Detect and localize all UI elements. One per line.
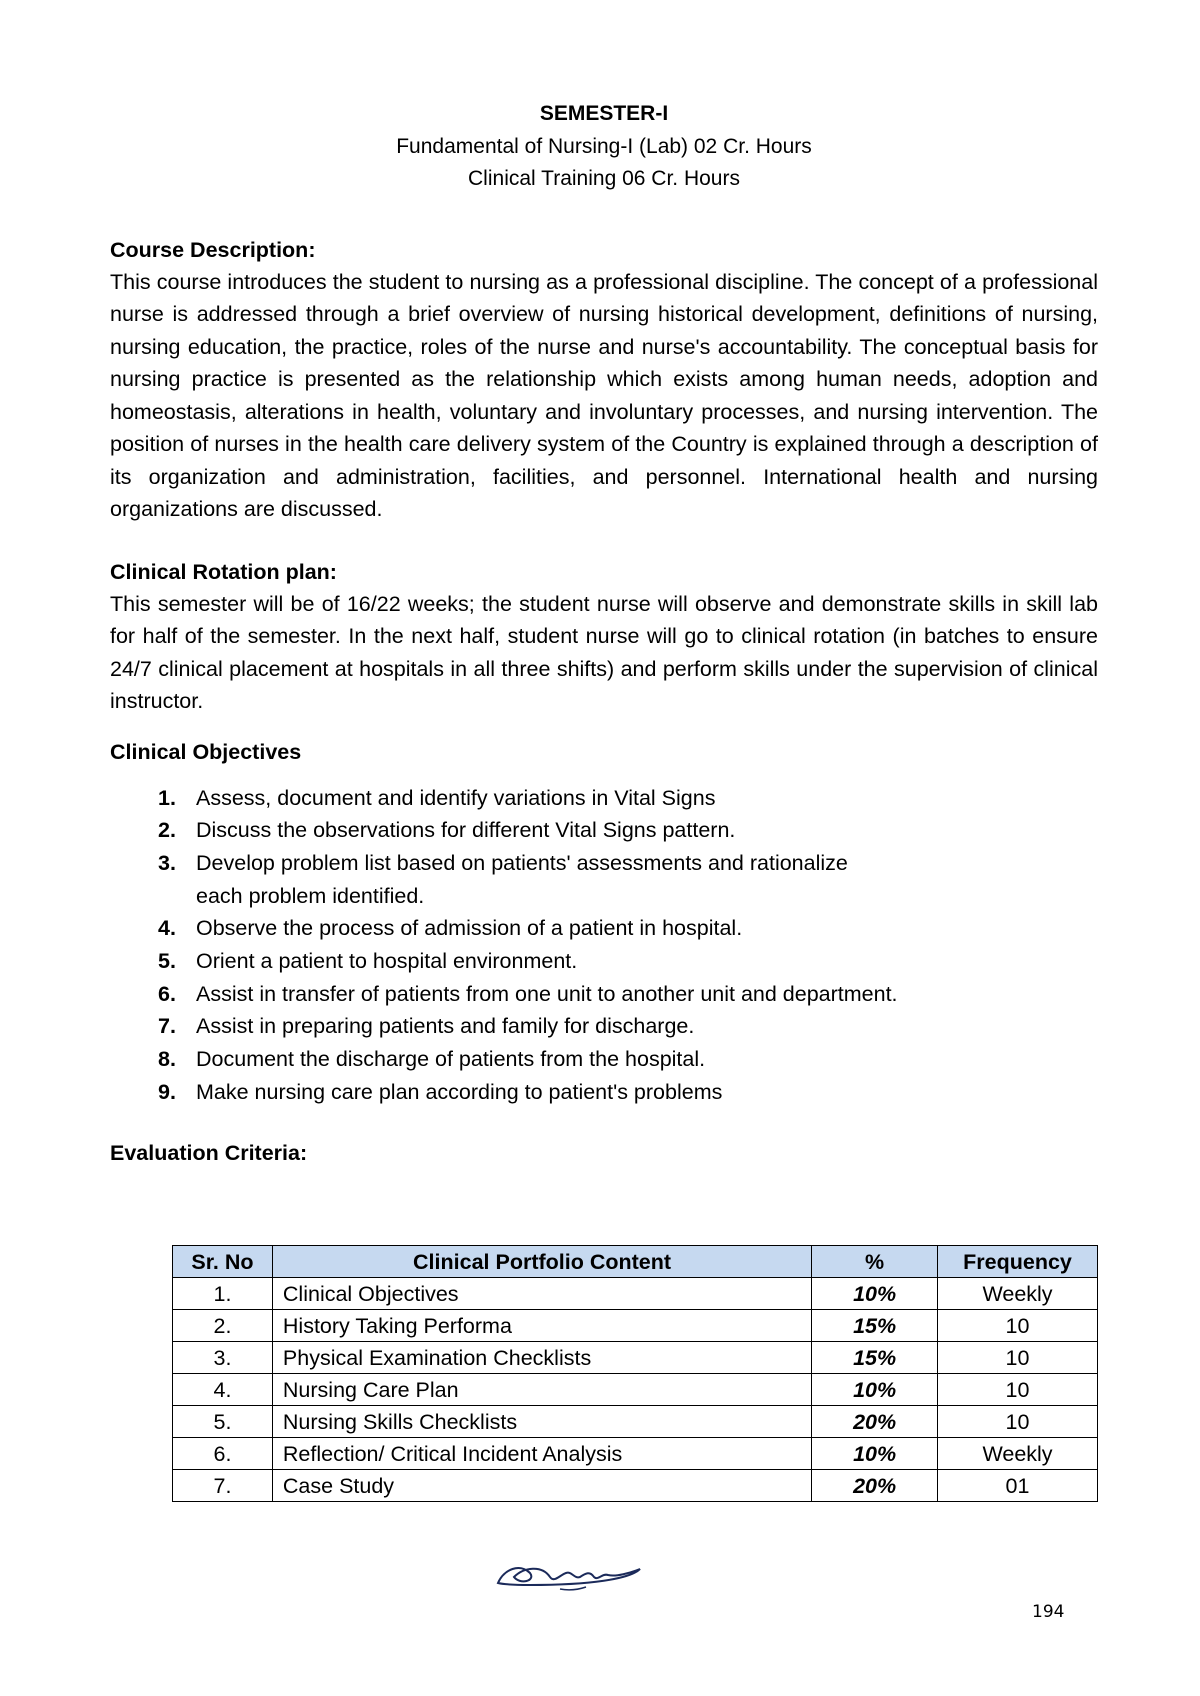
cell-content: Case Study bbox=[272, 1470, 811, 1502]
course-description-heading: Course Description: bbox=[110, 237, 316, 262]
cell-frequency: Weekly bbox=[938, 1438, 1098, 1470]
cell-sr-no: 1. bbox=[173, 1278, 273, 1310]
table-row bbox=[173, 1470, 1098, 1502]
cell-percent: 20% bbox=[812, 1406, 938, 1438]
table-row bbox=[173, 1278, 1098, 1310]
evaluation-criteria-heading: Evaluation Criteria: bbox=[110, 1140, 308, 1165]
list-item-text: Make nursing care plan according to patient's problems bbox=[196, 1079, 723, 1104]
list-item bbox=[110, 782, 1098, 815]
cell-frequency: Weekly bbox=[938, 1278, 1098, 1310]
cell-frequency: 10 bbox=[938, 1342, 1098, 1374]
table-row bbox=[173, 1406, 1098, 1438]
cell-frequency: 01 bbox=[938, 1470, 1098, 1502]
cell-frequency: 10 bbox=[938, 1406, 1098, 1438]
table-row bbox=[173, 1310, 1098, 1342]
table-row bbox=[173, 1342, 1098, 1374]
cell-percent: 15% bbox=[812, 1342, 938, 1374]
list-item-text: Observe the process of admission of a patient in hospital. bbox=[196, 916, 743, 941]
semester-title: SEMESTER-I bbox=[539, 102, 669, 125]
cell-sr-no: 5. bbox=[173, 1406, 273, 1438]
clinical-credit-line: Clinical Training 06 Cr. Hours bbox=[468, 167, 740, 190]
cell-percent: 20% bbox=[812, 1470, 938, 1502]
clinical-rotation-text: This semester will be of 16/22 weeks; the student nurse will observe and demonstrate skills in skill lab for half of the semester. In the next half, student nurse will go to clinical rotation (in batches to ensure 24/7 clinical placement at hospitals in all three shifts) and perform skills under the supervision of clinical instructor. bbox=[110, 591, 1098, 713]
cell-content: Reflection/ Critical Incident Analysis bbox=[272, 1438, 811, 1470]
list-item bbox=[110, 1010, 1098, 1043]
list-item bbox=[110, 847, 1098, 912]
list-item-text: Orient a patient to hospital environment. bbox=[196, 949, 578, 974]
column-header-content: Clinical Portfolio Content bbox=[272, 1246, 811, 1278]
table-row bbox=[173, 1438, 1098, 1470]
cell-content: History Taking Performa bbox=[272, 1310, 811, 1342]
column-header-percent: % bbox=[812, 1246, 938, 1278]
list-item bbox=[110, 978, 1098, 1011]
list-item-number: 3. bbox=[158, 850, 176, 875]
list-item-text: Assist in transfer of patients from one unit to another unit and department. bbox=[196, 981, 898, 1006]
list-item bbox=[110, 1043, 1098, 1076]
list-item bbox=[110, 1076, 1098, 1109]
list-item-number: 4. bbox=[158, 916, 176, 941]
clinical-objectives-heading: Clinical Objectives bbox=[110, 739, 302, 764]
cell-frequency: 10 bbox=[938, 1374, 1098, 1406]
column-header-sr-no: Sr. No bbox=[173, 1246, 273, 1278]
course-credit-line: Fundamental of Nursing-I (Lab) 02 Cr. Hours bbox=[396, 134, 812, 158]
document-page bbox=[110, 90, 1098, 1169]
cell-content: Nursing Skills Checklists bbox=[272, 1406, 811, 1438]
course-description-text: This course introduces the student to nursing as a professional discipline. The concept of a professional nurse is addressed through a brief overview of nursing historical development, definitions of nursing, nursing education, the practice, roles of the nurse and nurse's accountability. The conceptual basis for nursing practice is presented as the relationship which exists among human needs, adoption and homeostasis, alterations in health, voluntary and involuntary processes, and nursing intervention. The position of nurses in the health care delivery system of the Country is explained through a description of its organization and administration, facilities, and personnel. International health and nursing organizations are discussed. bbox=[110, 269, 1098, 521]
list-item bbox=[110, 945, 1098, 978]
list-item-number: 8. bbox=[158, 1047, 176, 1072]
cell-sr-no: 3. bbox=[173, 1342, 273, 1374]
list-item-text: Document the discharge of patients from the hospital. bbox=[196, 1047, 706, 1072]
list-item-text: Develop problem list based on patients' assessments and rationalize each problem identified. bbox=[196, 850, 848, 908]
cell-content: Physical Examination Checklists bbox=[272, 1342, 811, 1374]
clinical-objectives-list bbox=[110, 782, 1098, 1109]
cell-percent: 10% bbox=[812, 1438, 938, 1470]
list-item-text: Assess, document and identify variations in Vital Signs bbox=[196, 785, 716, 810]
cell-percent: 15% bbox=[812, 1310, 938, 1342]
list-item-number: 6. bbox=[158, 981, 176, 1006]
list-item-number: 9. bbox=[158, 1079, 176, 1104]
cell-percent: 10% bbox=[812, 1278, 938, 1310]
table-row bbox=[173, 1374, 1098, 1406]
cell-sr-no: 4. bbox=[173, 1374, 273, 1406]
list-item-number: 1. bbox=[158, 785, 176, 810]
list-item-number: 5. bbox=[158, 949, 176, 974]
cell-sr-no: 2. bbox=[173, 1310, 273, 1342]
evaluation-table bbox=[172, 1245, 1098, 1502]
list-item bbox=[110, 814, 1098, 847]
cell-content: Clinical Objectives bbox=[272, 1278, 811, 1310]
list-item-number: 2. bbox=[158, 818, 176, 843]
list-item-number: 7. bbox=[158, 1014, 176, 1039]
column-header-frequency: Frequency bbox=[938, 1246, 1098, 1278]
cell-sr-no: 6. bbox=[173, 1438, 273, 1470]
cell-percent: 10% bbox=[812, 1374, 938, 1406]
cell-sr-no: 7. bbox=[173, 1470, 273, 1502]
clinical-rotation-heading: Clinical Rotation plan: bbox=[110, 559, 337, 584]
list-item-text: Discuss the observations for different Vital Signs pattern. bbox=[196, 818, 736, 843]
table-header-row bbox=[173, 1246, 1098, 1278]
list-item bbox=[110, 912, 1098, 945]
handwritten-signature bbox=[490, 1555, 650, 1595]
page-number: 194 bbox=[1032, 1602, 1065, 1622]
cell-frequency: 10 bbox=[938, 1310, 1098, 1342]
list-item-text: Assist in preparing patients and family for discharge. bbox=[196, 1014, 695, 1039]
cell-content: Nursing Care Plan bbox=[272, 1374, 811, 1406]
